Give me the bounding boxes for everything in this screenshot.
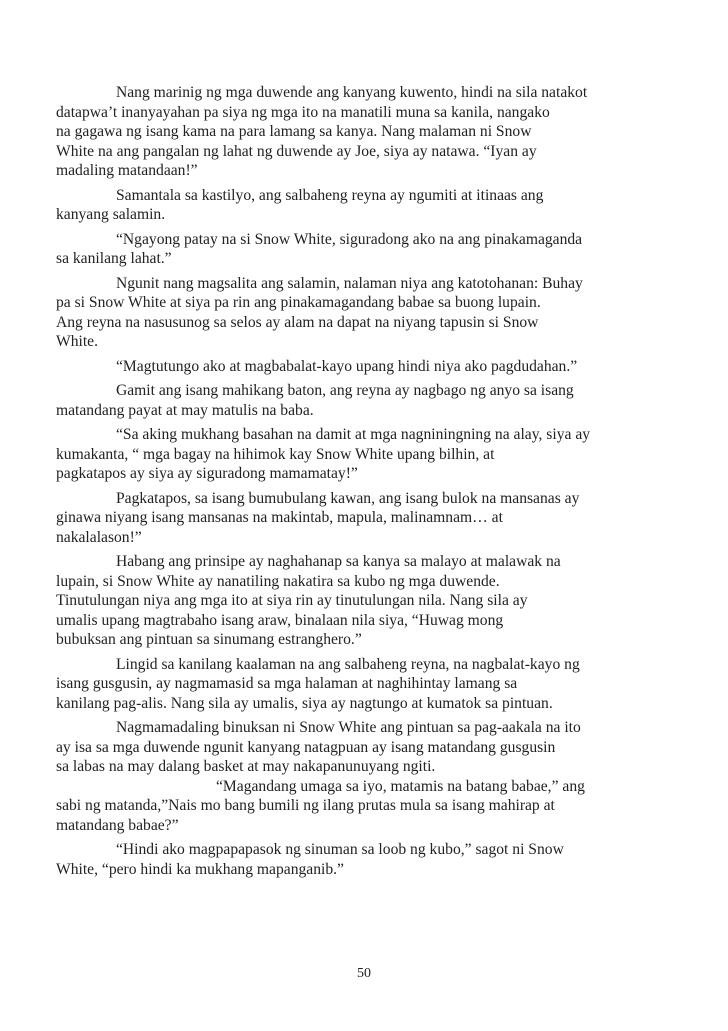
paragraph bbox=[56, 552, 632, 650]
text-line: kanyang salamin. bbox=[56, 206, 166, 223]
paragraph bbox=[86, 357, 632, 377]
text-line: Samantala sa kastilyo, ang salbaheng reyna ay ngumiti at itinaas ang bbox=[116, 186, 544, 204]
text-line: Pagkatapos, sa isang bumubulang kawan, ang isang bulok na mansanas ay bbox=[116, 489, 580, 507]
text-line: ay isa sa mga duwende ngunit kanyang natagpuan ay isang matandang gusgusin bbox=[56, 738, 556, 756]
text-line: “Hindi ako magpapapasok ng sinuman sa loob ng kubo,” sagot ni Snow bbox=[116, 841, 564, 858]
text-line: “Sa aking mukhang basahan na damit at mga nagniningning na alay, siya ay bbox=[116, 426, 591, 443]
text-line: pagkatapos ay siya ay siguradong mamamatay!” bbox=[56, 465, 358, 482]
text-line: kumakanta, “ mga bagay na hihimok kay Snow White upang bilhin, at bbox=[56, 445, 495, 463]
text-line: sa labas na may dalang basket at may nakapanunuyang ngiti. bbox=[56, 758, 436, 775]
text-line: sabi ng matanda,”Nais mo bang bumili ng ilang prutas mula sa isang mahirap at bbox=[56, 797, 555, 814]
text-line: nakalalason!” bbox=[56, 528, 142, 546]
text-line: Ang reyna na nasusunog sa selos ay alam na dapat na niyang tapusin si Snow bbox=[56, 313, 539, 331]
paragraph bbox=[56, 83, 632, 181]
text-line: “Magandang umaga sa iyo, matamis na batang babae,” ang bbox=[216, 777, 585, 795]
paragraph bbox=[56, 489, 632, 548]
text-line: Gamit ang isang mahikang baton, ang reyna ay nagbago ng anyo sa isang bbox=[116, 382, 574, 399]
document-body bbox=[56, 83, 632, 884]
text-line: ginawa niyang isang mansanas na makintab, mapula, malinamnam… at bbox=[56, 509, 503, 526]
text-line: bubuksan ang pintuan sa sinumang estranghero.” bbox=[56, 631, 362, 648]
paragraph bbox=[56, 274, 632, 352]
text-line: White. bbox=[56, 333, 98, 350]
text-line: umalis upang magtrabaho isang araw, binalaan nila siya, “Huwag mong bbox=[56, 611, 504, 629]
text-line: Ngunit nang magsalita ang salamin, nalaman niya ang katotohanan: Buhay bbox=[116, 274, 583, 292]
text-line: Habang ang prinsipe ay naghahanap sa kanya sa malayo at malawak na bbox=[116, 553, 561, 570]
text-line: Nang marinig ng mga duwende ang kanyang kuwento, hindi na sila natakot bbox=[116, 84, 588, 101]
paragraph bbox=[56, 425, 632, 484]
text-line: Lingid sa kanilang kaalaman na ang salbaheng reyna, na nagbalat-kayo ng bbox=[116, 655, 580, 673]
paragraph bbox=[56, 655, 632, 714]
text-line: kanilang pag-alis. Nang sila ay umalis, siya ay nagtungo at kumatok sa pintuan. bbox=[56, 694, 553, 712]
paragraph bbox=[56, 840, 632, 879]
text-line: lupain, si Snow White ay nanatiling nakatira sa kubo ng mga duwende. bbox=[56, 572, 500, 590]
text-line: matandang payat at may matulis na baba. bbox=[56, 401, 314, 419]
paragraph bbox=[56, 381, 632, 420]
text-line: Nagmamadaling binuksan ni Snow White ang pintuan sa pag-aakala na ito bbox=[116, 719, 581, 736]
text-line: Tinutulungan niya ang mga ito at siya rin ay tinutulungan nila. Nang sila ay bbox=[56, 592, 528, 609]
text-line: datapwa’t inanyayahan pa siya ng mga ito na manatili muna sa kanila, nangako bbox=[56, 103, 550, 121]
paragraph bbox=[56, 186, 632, 225]
text-line: matandang babae?” bbox=[56, 816, 179, 834]
text-line: sa kanilang lahat.” bbox=[56, 250, 172, 267]
paragraph bbox=[56, 718, 632, 835]
paragraph bbox=[56, 230, 632, 269]
text-line: madaling matandaan!” bbox=[56, 162, 198, 179]
text-line: isang gusgusin, ay nagmamasid sa mga halaman at naghihintay lamang sa bbox=[56, 675, 518, 692]
text-line: na gagawa ng isang kama na para lamang sa kanya. Nang malaman ni Snow bbox=[56, 123, 532, 140]
text-line: pa si Snow White at siya pa rin ang pinakamagandang babae sa buong lupain. bbox=[56, 294, 541, 311]
text-line: “Ngayong patay na si Snow White, siguradong ako na ang pinakamaganda bbox=[116, 230, 583, 248]
text-line: “Magtutungo ako at magbabalat-kayo upang hindi niya ako pagdudahan.” bbox=[116, 357, 578, 375]
text-line: White, “pero hindi ka mukhang mapanganib.” bbox=[56, 860, 344, 878]
page-number: 50 bbox=[357, 966, 371, 981]
text-line: White na ang pangalan ng lahat ng duwende ay Joe, siya ay natawa. “Iyan ay bbox=[56, 142, 537, 160]
